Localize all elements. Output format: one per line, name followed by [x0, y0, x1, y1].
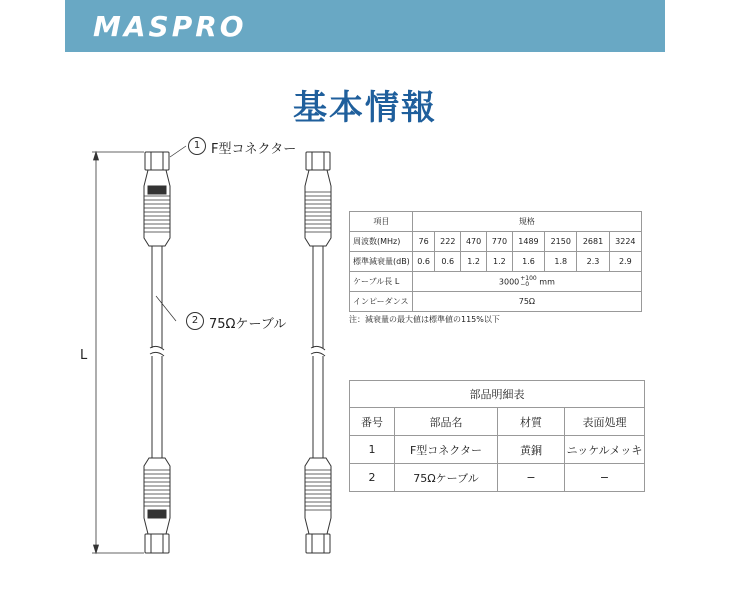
- length-value: 3000: [498, 277, 520, 286]
- parts-table: [349, 380, 645, 492]
- cable-label: 75Ωケーブル: [209, 317, 287, 332]
- atten-cell: 2.9: [609, 252, 641, 272]
- page-title: 基本情報: [293, 88, 437, 128]
- freq-label: 周波数(MHz): [350, 232, 413, 252]
- parts-cell: F型コネクター: [395, 436, 498, 464]
- length-tolerance: [520, 276, 536, 288]
- freq-cell: 76: [412, 232, 435, 252]
- cable-left: [144, 152, 170, 553]
- parts-header-material: 材質: [498, 408, 565, 436]
- table-row: [350, 464, 645, 492]
- length-label: ケーブル長 L: [350, 272, 413, 292]
- parts-header-number: 番号: [350, 408, 395, 436]
- freq-cell: 2681: [577, 232, 609, 252]
- atten-cell: 2.3: [577, 252, 609, 272]
- tolerance-minus: −0: [520, 280, 530, 288]
- maspro-logo: MASPRO: [93, 10, 247, 43]
- table-row: [350, 408, 645, 436]
- parts-header-name: 部品名: [395, 408, 498, 436]
- dimension-label: L: [80, 348, 88, 363]
- table-row: [350, 436, 645, 464]
- table-row: [350, 212, 642, 232]
- freq-cell: 2150: [545, 232, 577, 252]
- parts-caption: 部品明細表: [350, 381, 645, 408]
- length-value-cell: [412, 272, 641, 292]
- parts-cell: 黄銅: [498, 436, 565, 464]
- atten-cell: 1.8: [545, 252, 577, 272]
- parts-cell: 75Ωケーブル: [395, 464, 498, 492]
- freq-cell: 222: [435, 232, 461, 252]
- connector-label: F型コネクター: [211, 142, 297, 157]
- tolerance-plus: +100: [520, 274, 537, 282]
- parts-header-finish: 表面処理: [565, 408, 645, 436]
- parts-cell: −: [498, 464, 565, 492]
- atten-cell: 1.6: [512, 252, 544, 272]
- freq-cell: 470: [461, 232, 487, 252]
- freq-cell: 770: [487, 232, 513, 252]
- atten-cell: 1.2: [487, 252, 513, 272]
- parts-cell: −: [565, 464, 645, 492]
- parts-cell: 1: [350, 436, 395, 464]
- table-row: [350, 272, 642, 292]
- table-row: [350, 232, 642, 252]
- impedance-value: 75Ω: [412, 292, 641, 312]
- atten-cell: 0.6: [435, 252, 461, 272]
- atten-cell: 0.6: [412, 252, 435, 272]
- length-unit: mm: [539, 277, 555, 286]
- parts-cell: ニッケルメッキ: [565, 436, 645, 464]
- dimension-line: [92, 152, 144, 553]
- atten-cell: 1.2: [461, 252, 487, 272]
- label-number-2: 2: [186, 312, 204, 330]
- freq-cell: 1489: [512, 232, 544, 252]
- cable-right: [305, 152, 331, 553]
- table-row: [350, 292, 642, 312]
- freq-cell: 3224: [609, 232, 641, 252]
- impedance-label: インピーダンス: [350, 292, 413, 312]
- leader-line-2: [156, 296, 176, 321]
- specs-header-spec: 規格: [412, 212, 641, 232]
- specs-header-item: 項目: [350, 212, 413, 232]
- label-number-1: 1: [188, 137, 206, 155]
- attenuation-note: 注：減衰量の最大値は標準値の115%以下: [349, 315, 500, 324]
- specs-table: [349, 211, 642, 312]
- atten-label: 標準減衰量(dB): [350, 252, 413, 272]
- parts-cell: 2: [350, 464, 395, 492]
- leader-line-1: [170, 146, 186, 157]
- table-row: [350, 381, 645, 408]
- table-row: [350, 252, 642, 272]
